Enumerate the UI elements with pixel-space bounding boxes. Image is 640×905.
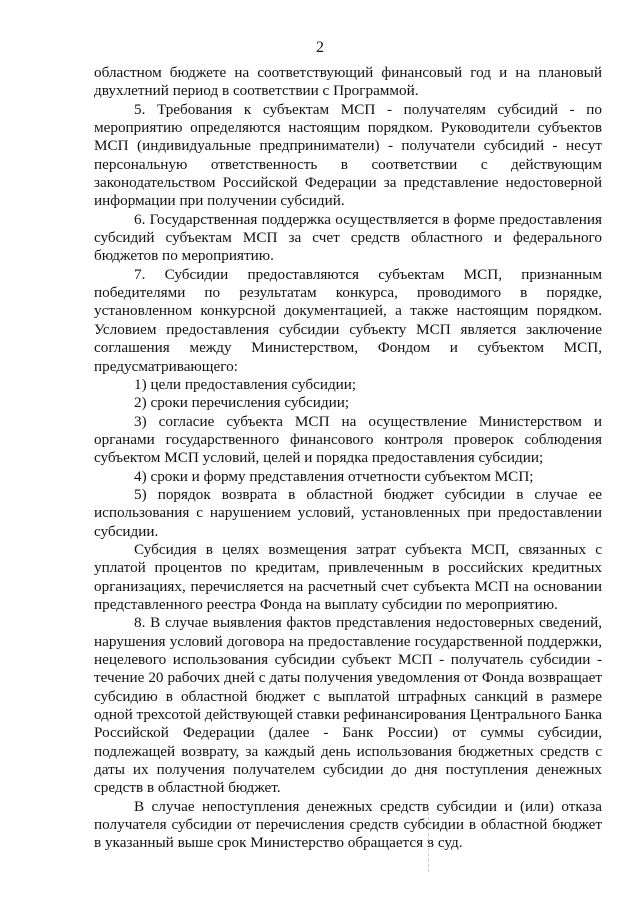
paragraph-court-recovery: В случае непоступления денежных средств субсидии и (или) отказа получателя субсидии от перечисления средств субсидии в областной бюджет в указанный выше срок Министерство обращается в суд. (94, 797, 602, 852)
list-item-transfer-terms: 2) сроки перечисления субсидии; (134, 394, 350, 412)
document-body (94, 64, 602, 853)
list-item-subsidy-goals: 1) цели предоставления субсидии; (134, 375, 357, 393)
list-item-refund-procedure: 5) порядок возврата в областной бюджет субсидии в случае ее использования с нарушением условий, установленных при предоставлении субсидии. (94, 485, 602, 540)
paragraph-clause-7-subsidy-conditions: 7. Субсидии предоставляются субъектам МСП, признанным победителями по результатам конкурса, проводимого в порядке, установленном конкурсной документацией, а также настоящим порядком. Условием предоставления субсидии субъекту МСП является заключение соглашения между Министерством, Фондом и субъектом МСП, предусматривающего: (94, 265, 602, 375)
page-number: 2 (316, 39, 324, 56)
list-item-audit-consent: 3) согласие субъекта МСП на осуществление Министерством и органами государственного финансового контроля проверок соблюдения субъектом МСП условий, целей и порядка предоставления субсидии; (94, 412, 602, 467)
paragraph-clause-5-requirements: 5. Требования к субъектам МСП - получателям субсидий - по мероприятию определяются настоящим порядком. Руководители субъектов МСП (индивидуальные предприниматели) - получатели субсидий - несут персональную ответственность в соответствии с действующим законодательством Российской Федерации за представление недостоверной информации при получении субсидий. (94, 100, 602, 210)
paragraph-interest-compensation: Субсидия в целях возмещения затрат субъекта МСП, связанных с уплатой процентов по кредитам, привлеченным в российских кредитных организациях, перечисляется на расчетный счет субъекта МСП на основании представленного реестра Фонда на выплату субсидии по мероприятию. (94, 540, 602, 613)
paragraph-clause-8-violations: 8. В случае выявления фактов представления недостоверных сведений, нарушения условий договора на предоставление государственной поддержки, нецелевого использования субсидии субъект МСП - получатель субсидии - течение 20 рабочих дней с даты получения уведомления от Фонда возвращает субсидию в областной бюджет с выплатой штрафных санкций в размере одной трехсотой действующей ставки рефинансирования Центрального Банка Российской Федерации (далее - Банк России) от суммы субсидии, подлежащей возврату, за каждый день использования бюджетных средств с даты их получения получателем субсидии до дня поступления денежных средств в областной бюджет. (94, 614, 602, 797)
list-item-reporting: 4) сроки и форму представления отчетности субъектом МСП; (134, 467, 534, 485)
scan-artifact-line (428, 812, 429, 872)
paragraph-budget-continuation: областном бюджете на соответствующий финансовый год и на плановый двухлетний период в соответствии с Программой. (94, 64, 602, 100)
paragraph-clause-6-support-form: 6. Государственная поддержка осуществляется в форме предоставления субсидий субъектам МСП за счет средств областного и федерального бюджетов по мероприятию. (94, 210, 602, 265)
